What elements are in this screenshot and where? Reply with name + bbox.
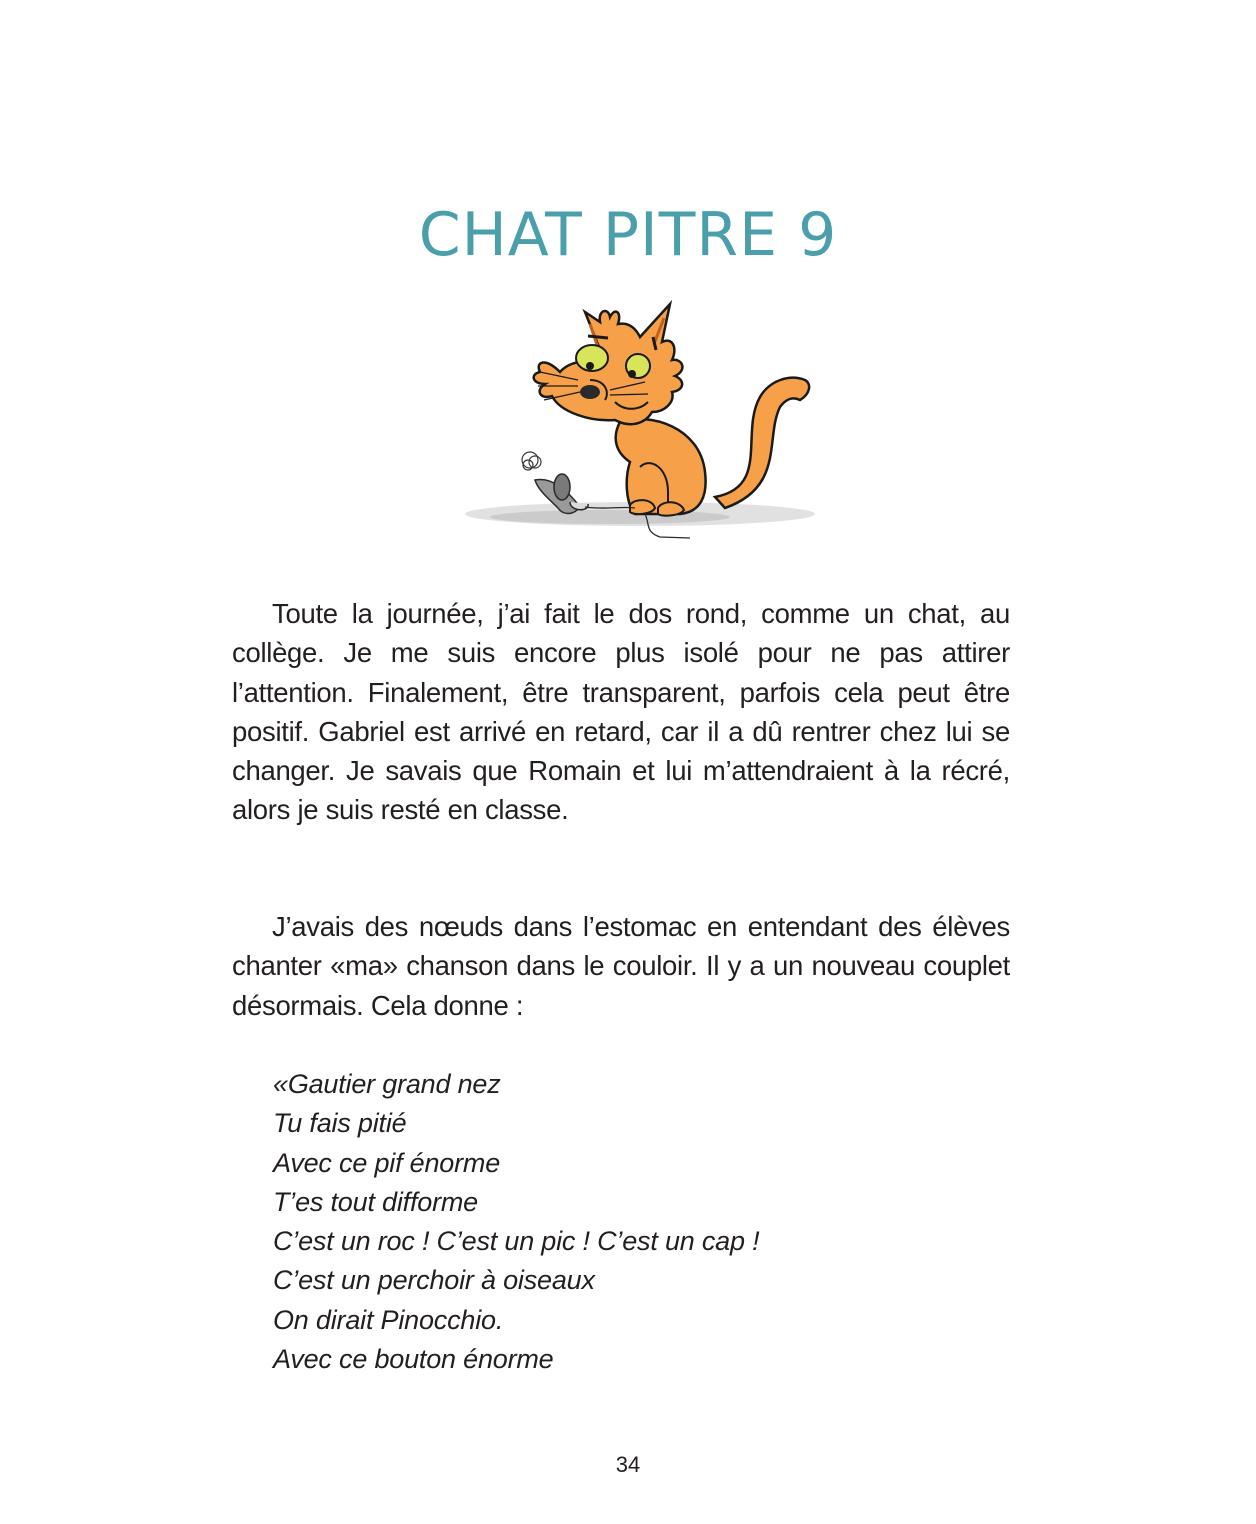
poem-line: Avec ce bouton énorme: [273, 1344, 554, 1375]
cat-body: [616, 419, 706, 514]
cat-head: [534, 304, 683, 424]
poem-line: On dirait Pinocchio.: [273, 1304, 504, 1335]
cat-nose: [580, 385, 600, 399]
poem-line: C’est un perchoir à oiseaux: [273, 1265, 595, 1296]
poem-line: T’es tout difforme: [273, 1186, 478, 1217]
poem-line: Tu fais pitié: [273, 1108, 407, 1139]
song-verse: [273, 1065, 759, 1379]
paragraph: J’avais des nœuds dans l’estomac en entendant des élèves chanter «ma» chanson dans le couloir. Il y a un nouveau couplet désormais. Cela donne :: [232, 911, 1010, 1021]
poem-line: «Gautier grand nez: [273, 1069, 501, 1099]
chapter-title: CHAT PITRE 9: [418, 200, 838, 271]
cat-paw-left: [630, 500, 655, 514]
dizzy-scribble-icon: [522, 452, 541, 470]
paragraph: Toute la journée, j’ai fait le dos rond, comme un chat, au collège. Je me suis encore plus isolé pour ne pas attirer l’attention. Finalement, être transparent, parfois cela peut être positif. Gabriel est arrivé en retard, car il a dû rentrer chez lui se changer. Je savais que Romain et lui m’attendraient à la récré, alors je suis resté en classe.: [232, 598, 1010, 826]
cat-illustration: [440, 262, 840, 552]
cat-tail: [715, 378, 809, 508]
poem-line: C’est un roc ! C’est un pic ! C’est un cap !: [273, 1226, 760, 1257]
cat-paw-right: [658, 502, 684, 515]
poem-line: Avec ce pif énorme: [273, 1147, 501, 1178]
page-number: 34: [615, 1452, 641, 1477]
